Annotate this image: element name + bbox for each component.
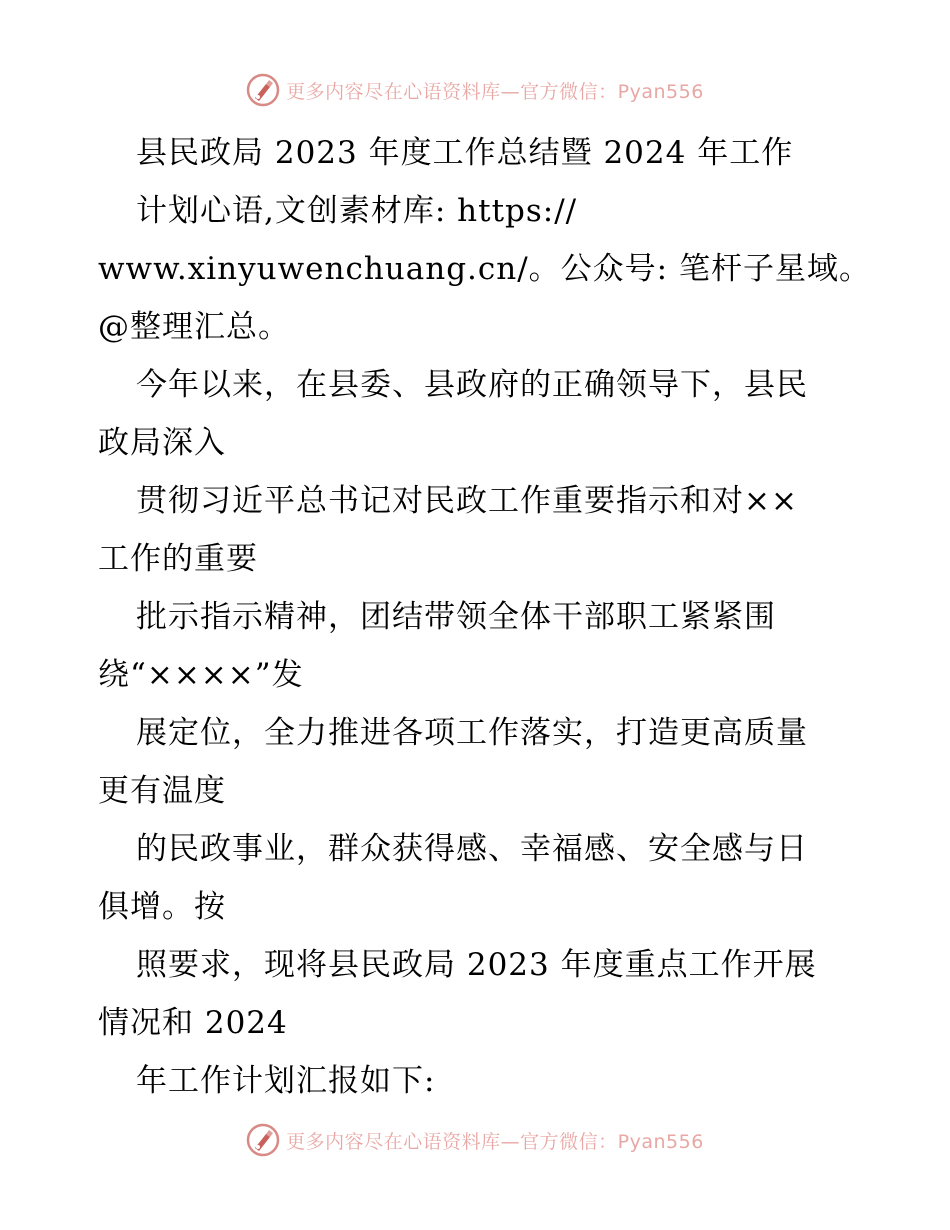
document-body bbox=[98, 124, 871, 1110]
pen-nib-logo-icon bbox=[246, 1123, 280, 1157]
text-line: 照要求，现将县民政局 2023 年度重点工作开展 bbox=[136, 947, 817, 983]
text-line: 的民政事业，群众获得感、幸福感、安全感与日 bbox=[136, 831, 808, 867]
text-line: 情况和 2024 bbox=[98, 1005, 288, 1041]
text-line: 绕“××××”发 bbox=[98, 657, 304, 693]
text-line: 政局深入 bbox=[98, 425, 226, 461]
text-line: 俱增。按 bbox=[98, 889, 226, 925]
text-line: www.xinyuwenchuang.cn/。公众号: 笔杆子星域。 bbox=[98, 251, 871, 287]
text-line: @整理汇总。 bbox=[98, 309, 290, 345]
text-line: 贯彻习近平总书记对民政工作重要指示和对×× bbox=[136, 483, 798, 519]
text-line: 展定位，全力推进各项工作落实，打造更高质量 bbox=[136, 715, 808, 751]
header-banner bbox=[0, 70, 950, 110]
text-line: 计划心语,文创素材库: https:// bbox=[136, 193, 578, 229]
pen-nib-logo-icon bbox=[246, 73, 280, 107]
text-line: 年工作计划汇报如下: bbox=[136, 1063, 436, 1099]
text-line: 县民政局 2023 年度工作总结暨 2024 年工作 bbox=[136, 135, 794, 171]
text-line: 今年以来，在县委、县政府的正确领导下，县民 bbox=[136, 367, 808, 403]
header-banner-text: 更多内容尽在心语资料库—官方微信：Pyan556 bbox=[286, 80, 704, 103]
footer-banner bbox=[0, 1120, 950, 1160]
footer-banner-text: 更多内容尽在心语资料库—官方微信：Pyan556 bbox=[286, 1130, 704, 1153]
text-line: 批示指示精神，团结带领全体干部职工紧紧围 bbox=[136, 599, 776, 635]
text-line: 更有温度 bbox=[98, 773, 226, 809]
text-line: 工作的重要 bbox=[98, 541, 258, 577]
